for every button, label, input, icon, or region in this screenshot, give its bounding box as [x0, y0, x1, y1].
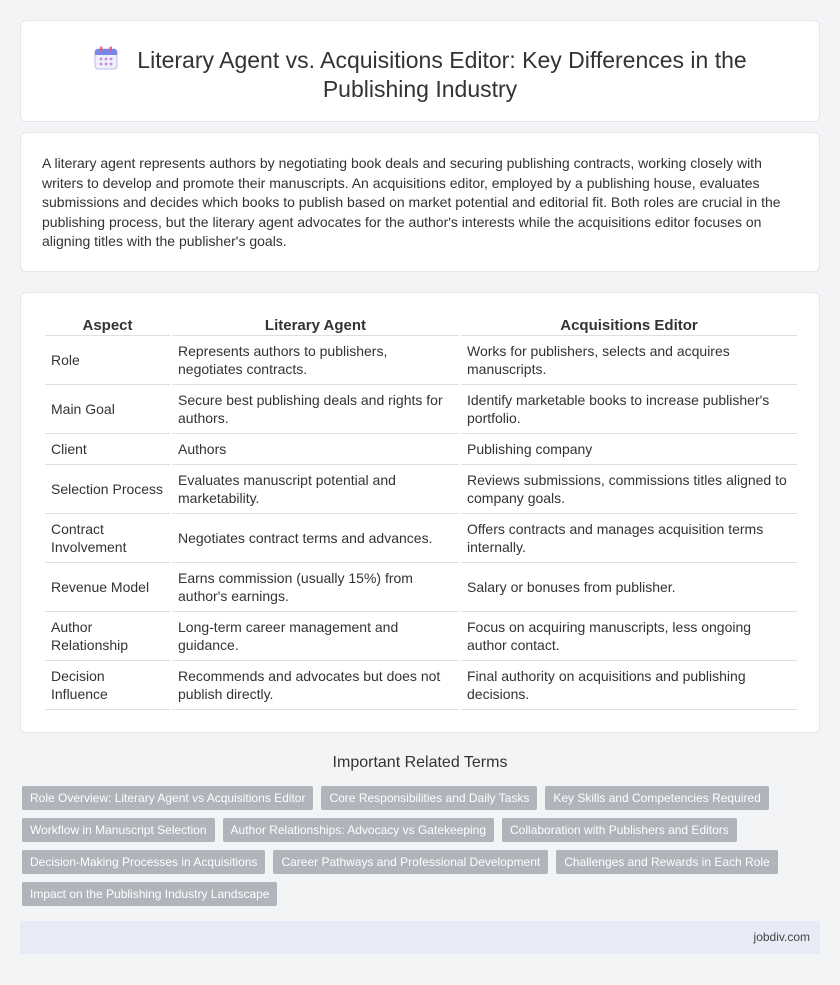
related-term-tag[interactable]: Role Overview: Literary Agent vs Acquisitions Editor: [22, 786, 313, 810]
editor-cell: Offers contracts and manages acquisition terms internally.: [461, 514, 797, 563]
table-row: [45, 612, 797, 661]
table-row: [45, 434, 797, 465]
intro-card: [20, 132, 820, 272]
related-term-tag[interactable]: Key Skills and Competencies Required: [545, 786, 768, 810]
footer: [20, 921, 820, 954]
table-header-row: [45, 315, 797, 336]
comparison-card: [20, 292, 820, 733]
header-literary-agent: Literary Agent: [172, 315, 459, 336]
aspect-cell: Selection Process: [45, 465, 170, 514]
editor-cell: Identify marketable books to increase publisher's portfolio.: [461, 385, 797, 434]
agent-cell: Authors: [172, 434, 459, 465]
agent-cell: Negotiates contract terms and advances.: [172, 514, 459, 563]
related-term-tag[interactable]: Challenges and Rewards in Each Role: [556, 850, 777, 874]
table-row: [45, 514, 797, 563]
agent-cell: Recommends and advocates but does not publish directly.: [172, 661, 459, 710]
table-row: [45, 661, 797, 710]
related-term-tag[interactable]: Career Pathways and Professional Development: [273, 850, 548, 874]
header-aspect: Aspect: [45, 315, 170, 336]
editor-cell: Reviews submissions, commissions titles aligned to company goals.: [461, 465, 797, 514]
calendar-icon: [93, 45, 119, 71]
table-row: [45, 563, 797, 612]
editor-cell: Publishing company: [461, 434, 797, 465]
agent-cell: Long-term career management and guidance.: [172, 612, 459, 661]
agent-cell: Secure best publishing deals and rights for authors.: [172, 385, 459, 434]
aspect-cell: Client: [45, 434, 170, 465]
related-terms-tags: [22, 786, 802, 906]
header-acquisitions-editor: Acquisitions Editor: [461, 315, 797, 336]
table-row: [45, 465, 797, 514]
related-term-tag[interactable]: Decision-Making Processes in Acquisitions: [22, 850, 265, 874]
page-title: Literary Agent vs. Acquisitions Editor: Key Differences in the Publishing Industry: [137, 47, 747, 102]
comparison-table: [43, 315, 799, 710]
aspect-cell: Main Goal: [45, 385, 170, 434]
editor-cell: Final authority on acquisitions and publishing decisions.: [461, 661, 797, 710]
footer-site-link[interactable]: jobdiv.com: [753, 930, 810, 944]
aspect-cell: Role: [45, 336, 170, 385]
editor-cell: Works for publishers, selects and acquires manuscripts.: [461, 336, 797, 385]
related-term-tag[interactable]: Collaboration with Publishers and Editors: [502, 818, 737, 842]
aspect-cell: Revenue Model: [45, 563, 170, 612]
agent-cell: Represents authors to publishers, negotiates contracts.: [172, 336, 459, 385]
related-term-tag[interactable]: Workflow in Manuscript Selection: [22, 818, 215, 842]
related-term-tag[interactable]: Core Responsibilities and Daily Tasks: [321, 786, 537, 810]
aspect-cell: Decision Influence: [45, 661, 170, 710]
title-card: [20, 20, 820, 122]
table-row: [45, 336, 797, 385]
editor-cell: Salary or bonuses from publisher.: [461, 563, 797, 612]
related-term-tag[interactable]: Impact on the Publishing Industry Landscape: [22, 882, 277, 906]
page-title-wrap: [21, 45, 819, 104]
aspect-cell: Contract Involvement: [45, 514, 170, 563]
intro-paragraph: A literary agent represents authors by negotiating book deals and securing publishing contracts, working closely with writers to develop and promote their manuscripts. An acquisitions editor, employed by a publishing house, evaluates submissions and decides which books to publish based on market potential and editorial fit. Both roles are crucial in the publishing process, but the literary agent advocates for the author's interests while the acquisitions editor focuses on aligning titles with the publisher's goals.: [42, 155, 781, 249]
agent-cell: Earns commission (usually 15%) from author's earnings.: [172, 563, 459, 612]
aspect-cell: Author Relationship: [45, 612, 170, 661]
related-term-tag[interactable]: Author Relationships: Advocacy vs Gatekeeping: [223, 818, 494, 842]
editor-cell: Focus on acquiring manuscripts, less ongoing author contact.: [461, 612, 797, 661]
related-terms-title: Important Related Terms: [332, 754, 508, 771]
agent-cell: Evaluates manuscript potential and marketability.: [172, 465, 459, 514]
table-row: [45, 385, 797, 434]
